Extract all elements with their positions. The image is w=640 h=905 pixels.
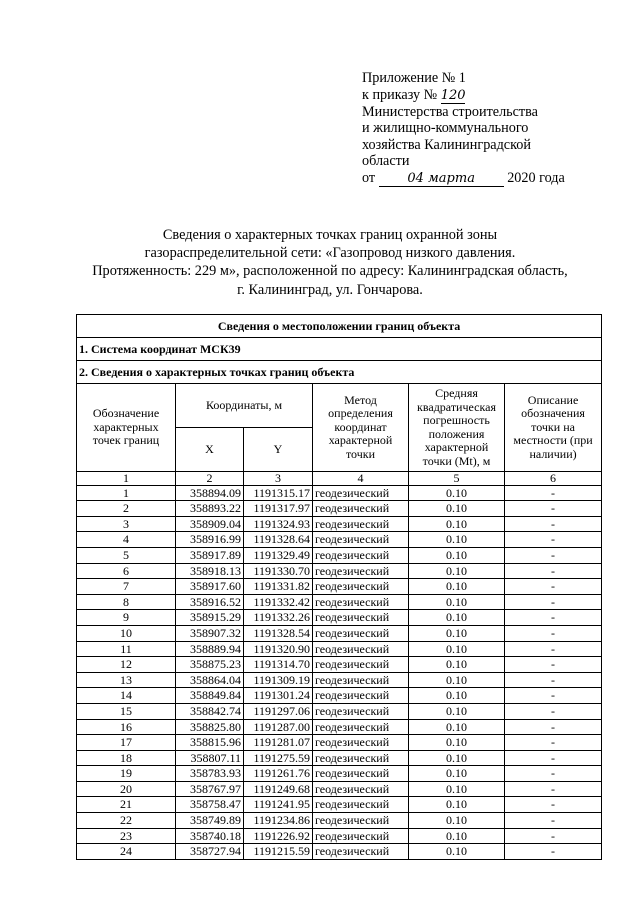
description-cell: - [505,719,602,735]
boundary-points-table [76,314,602,860]
y-coordinate-cell: 1191320.90 [244,641,313,657]
point-number-cell: 2 [77,501,176,517]
description-cell: - [505,657,602,673]
table-row [77,828,602,844]
point-number-cell: 1 [77,485,176,501]
x-coordinate-cell: 358909.04 [176,516,244,532]
x-coordinate-cell: 358917.89 [176,547,244,563]
section-coordinate-system: 1. Система координат МСК39 [77,338,602,361]
y-coordinate-cell: 1191234.86 [244,813,313,829]
accuracy-cell: 0.10 [409,719,505,735]
point-number-cell: 22 [77,813,176,829]
accuracy-cell: 0.10 [409,844,505,860]
accuracy-cell: 0.10 [409,797,505,813]
description-cell: - [505,547,602,563]
description-cell: - [505,532,602,548]
x-coordinate-cell: 358916.52 [176,594,244,610]
method-cell: геодезический [313,719,409,735]
accuracy-cell: 0.10 [409,672,505,688]
table-row [77,501,602,517]
method-cell: геодезический [313,844,409,860]
description-cell: - [505,625,602,641]
y-coordinate-cell: 1191241.95 [244,797,313,813]
y-coordinate-cell: 1191215.59 [244,844,313,860]
x-coordinate-cell: 358749.89 [176,813,244,829]
y-coordinate-cell: 1191281.07 [244,735,313,751]
accuracy-cell: 0.10 [409,532,505,548]
table-row [77,485,602,501]
point-number-cell: 7 [77,579,176,595]
header-point-designation: Обозначение характерных точек границ [77,384,176,472]
column-number: 3 [244,472,313,486]
table-row [77,563,602,579]
accuracy-cell: 0.10 [409,594,505,610]
x-coordinate-cell: 358842.74 [176,703,244,719]
table-row [77,610,602,626]
point-number-cell: 8 [77,594,176,610]
x-coordinate-cell: 358916.99 [176,532,244,548]
x-coordinate-cell: 358907.32 [176,625,244,641]
column-number: 6 [505,472,602,486]
y-coordinate-cell: 1191332.42 [244,594,313,610]
point-number-cell: 23 [77,828,176,844]
y-coordinate-cell: 1191332.26 [244,610,313,626]
y-coordinate-cell: 1191275.59 [244,750,313,766]
method-cell: геодезический [313,688,409,704]
x-coordinate-cell: 358915.29 [176,610,244,626]
date-line [362,170,602,187]
x-coordinate-cell: 358849.84 [176,688,244,704]
order-prefix: к приказу № [362,86,438,103]
point-number-cell: 20 [77,781,176,797]
y-coordinate-cell: 1191328.54 [244,625,313,641]
table-row [77,516,602,532]
table-row [77,766,602,782]
ministry-line-2: и жилищно-коммунального [362,120,529,137]
description-cell: - [505,501,602,517]
x-coordinate-cell: 358767.97 [176,781,244,797]
y-coordinate-cell: 1191315.17 [244,485,313,501]
column-number: 2 [176,472,244,486]
point-number-cell: 24 [77,844,176,860]
accuracy-cell: 0.10 [409,579,505,595]
order-number-handwritten: 120 [440,87,466,103]
table-row [77,813,602,829]
date-suffix: 2020 года [507,169,565,186]
method-cell: геодезический [313,781,409,797]
point-number-cell: 12 [77,657,176,673]
method-cell: геодезический [313,485,409,501]
x-coordinate-cell: 358740.18 [176,828,244,844]
title-line-1: Сведения о характерных точках границ охранной зоны [162,227,498,243]
method-cell: геодезический [313,516,409,532]
point-number-cell: 11 [77,641,176,657]
point-number-cell: 15 [77,703,176,719]
accuracy-cell: 0.10 [409,625,505,641]
y-coordinate-cell: 1191317.97 [244,501,313,517]
x-coordinate-cell: 358889.94 [176,641,244,657]
x-coordinate-cell: 358917.60 [176,579,244,595]
column-number: 1 [77,472,176,486]
point-number-cell: 14 [77,688,176,704]
y-coordinate-cell: 1191249.68 [244,781,313,797]
document-title [60,226,600,299]
y-coordinate-cell: 1191309.19 [244,672,313,688]
method-cell: геодезический [313,828,409,844]
method-cell: геодезический [313,563,409,579]
x-coordinate-cell: 358783.93 [176,766,244,782]
accuracy-cell: 0.10 [409,563,505,579]
date-prefix: от [362,169,376,186]
description-cell: - [505,610,602,626]
date-field [379,171,504,187]
method-cell: геодезический [313,547,409,563]
accuracy-cell: 0.10 [409,688,505,704]
accuracy-cell: 0.10 [409,485,505,501]
x-coordinate-cell: 358825.80 [176,719,244,735]
table-row [77,594,602,610]
accuracy-cell: 0.10 [409,501,505,517]
column-number: 5 [409,472,505,486]
table-row [77,797,602,813]
accuracy-cell: 0.10 [409,828,505,844]
table-caption: Сведения о местоположении границ объекта [77,315,602,338]
order-number [441,88,465,104]
description-cell: - [505,797,602,813]
table-row [77,844,602,860]
description-cell: - [505,516,602,532]
table-row [77,532,602,548]
table-row [77,579,602,595]
method-cell: геодезический [313,813,409,829]
description-cell: - [505,485,602,501]
x-coordinate-cell: 358758.47 [176,797,244,813]
method-cell: геодезический [313,766,409,782]
method-cell: геодезический [313,594,409,610]
column-number-row [77,472,602,486]
accuracy-cell: 0.10 [409,610,505,626]
y-coordinate-cell: 1191324.93 [244,516,313,532]
header-description: Описание обозначения точки на местности (при наличии) [505,384,602,472]
point-number-cell: 16 [77,719,176,735]
accuracy-cell: 0.10 [409,735,505,751]
table-row [77,688,602,704]
column-number: 4 [313,472,409,486]
accuracy-cell: 0.10 [409,813,505,829]
description-cell: - [505,844,602,860]
description-cell: - [505,735,602,751]
table-row [77,735,602,751]
table-row [77,641,602,657]
ministry-line-1: Министерства строительства [362,103,538,120]
description-cell: - [505,579,602,595]
point-number-cell: 21 [77,797,176,813]
method-cell: геодезический [313,610,409,626]
date-handwritten: 04 марта [407,170,475,186]
description-cell: - [505,703,602,719]
x-coordinate-cell: 358815.96 [176,735,244,751]
header-accuracy: Средняя квадратическая погрешность положения характерной точки (Mt), м [409,384,505,472]
point-number-cell: 3 [77,516,176,532]
y-coordinate-cell: 1191301.24 [244,688,313,704]
y-coordinate-cell: 1191329.49 [244,547,313,563]
x-coordinate-cell: 358864.04 [176,672,244,688]
order-line [362,87,602,104]
description-cell: - [505,828,602,844]
point-number-cell: 6 [77,563,176,579]
y-coordinate-cell: 1191328.64 [244,532,313,548]
description-cell: - [505,641,602,657]
header-y: Y [244,428,313,472]
header-x: X [176,428,244,472]
description-cell: - [505,750,602,766]
table-row [77,547,602,563]
method-cell: геодезический [313,657,409,673]
accuracy-cell: 0.10 [409,781,505,797]
x-coordinate-cell: 358893.22 [176,501,244,517]
x-coordinate-cell: 358727.94 [176,844,244,860]
accuracy-cell: 0.10 [409,547,505,563]
method-cell: геодезический [313,532,409,548]
point-number-cell: 19 [77,766,176,782]
appendix-title: Приложение № 1 [362,70,466,86]
accuracy-cell: 0.10 [409,657,505,673]
y-coordinate-cell: 1191331.82 [244,579,313,595]
point-number-cell: 4 [77,532,176,548]
point-number-cell: 18 [77,750,176,766]
method-cell: геодезический [313,501,409,517]
header-method: Метод определения координат характерной точки [313,384,409,472]
description-cell: - [505,781,602,797]
accuracy-cell: 0.10 [409,750,505,766]
method-cell: геодезический [313,703,409,719]
appendix-block [362,70,602,187]
table-row [77,672,602,688]
method-cell: геодезический [313,750,409,766]
description-cell: - [505,813,602,829]
accuracy-cell: 0.10 [409,766,505,782]
y-coordinate-cell: 1191314.70 [244,657,313,673]
y-coordinate-cell: 1191226.92 [244,828,313,844]
x-coordinate-cell: 358875.23 [176,657,244,673]
point-number-cell: 17 [77,735,176,751]
table-row [77,703,602,719]
description-cell: - [505,766,602,782]
table-row [77,781,602,797]
method-cell: геодезический [313,579,409,595]
description-cell: - [505,594,602,610]
description-cell: - [505,563,602,579]
header-coordinates: Координаты, м [176,384,313,428]
description-cell: - [505,672,602,688]
y-coordinate-cell: 1191287.00 [244,719,313,735]
accuracy-cell: 0.10 [409,516,505,532]
method-cell: геодезический [313,797,409,813]
table-row [77,657,602,673]
method-cell: геодезический [313,625,409,641]
table-row [77,719,602,735]
x-coordinate-cell: 358894.09 [176,485,244,501]
point-number-cell: 10 [77,625,176,641]
y-coordinate-cell: 1191261.76 [244,766,313,782]
x-coordinate-cell: 358807.11 [176,750,244,766]
title-line-2: газораспределительной сети: «Газопровод низкого давления. [144,245,516,262]
y-coordinate-cell: 1191297.06 [244,703,313,719]
accuracy-cell: 0.10 [409,703,505,719]
description-cell: - [505,688,602,704]
point-number-cell: 13 [77,672,176,688]
method-cell: геодезический [313,641,409,657]
accuracy-cell: 0.10 [409,641,505,657]
point-number-cell: 5 [77,547,176,563]
title-line-4: г. Калининград, ул. Гончарова. [237,281,423,298]
title-line-3: Протяженность: 229 м», расположенной по адресу: Калининградская область, [92,263,568,280]
x-coordinate-cell: 358918.13 [176,563,244,579]
section-boundary-points: 2. Сведения о характерных точках границ объекта [77,361,602,384]
point-number-cell: 9 [77,610,176,626]
ministry-line-4: области [362,153,410,170]
method-cell: геодезический [313,672,409,688]
table-row [77,625,602,641]
table-row [77,750,602,766]
ministry-line-3: хозяйства Калининградской [362,136,531,153]
method-cell: геодезический [313,735,409,751]
y-coordinate-cell: 1191330.70 [244,563,313,579]
